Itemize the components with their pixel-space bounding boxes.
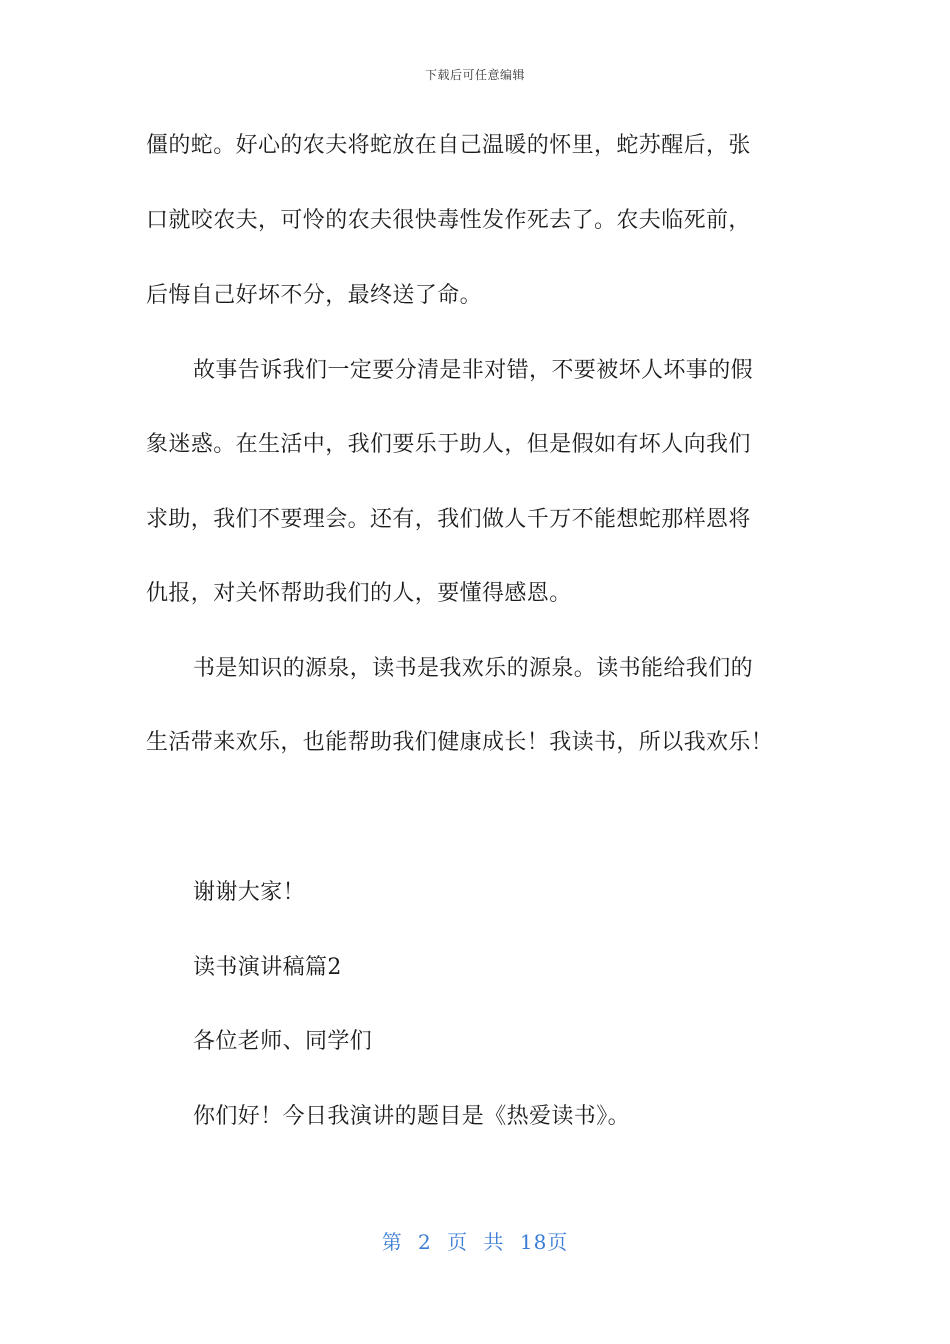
salutation-line: 各位老师、同学们	[193, 1029, 373, 1054]
paragraph-line: 生活带来欢乐，也能帮助我们健康成长！我读书，所以我欢乐！	[146, 730, 774, 755]
header-note: 下载后可任意编辑	[424, 68, 525, 82]
footer-total-label: 共	[483, 1230, 505, 1254]
closing-line: 谢谢大家！	[193, 880, 306, 905]
paragraph-line: 仇报，对关怀帮助我们的人，要懂得感恩。	[146, 581, 572, 606]
footer-current-page: 2	[418, 1230, 432, 1254]
footer-total-pages: 18页	[519, 1230, 569, 1254]
paragraph-line: 口就咬农夫，可怜的农夫很快毒性发作死去了。农夫临死前，	[146, 208, 751, 233]
greeting-line: 你们好！今日我演讲的题目是《热爱读书》。	[193, 1104, 631, 1129]
paragraph-line: 象迷惑。在生活中，我们要乐于助人，但是假如有坏人向我们	[146, 432, 751, 457]
paragraph-line: 求助，我们不要理会。还有，我们做人千万不能想蛇那样恩将	[146, 507, 751, 532]
section-title: 读书演讲稿篇2	[193, 955, 342, 980]
page-footer	[0, 1226, 950, 1255]
footer-page-label: 页	[447, 1230, 469, 1254]
paragraph-line: 僵的蛇。好心的农夫将蛇放在自己温暖的怀里，蛇苏醒后，张	[146, 133, 751, 158]
footer-prefix: 第	[381, 1230, 403, 1254]
paragraph-line: 书是知识的源泉，读书是我欢乐的源泉。读书能给我们的	[193, 656, 754, 681]
paragraph-line: 故事告诉我们一定要分清是非对错，不要被坏人坏事的假	[193, 358, 754, 383]
paragraph-line: 后悔自己好坏不分，最终送了命。	[146, 283, 483, 308]
